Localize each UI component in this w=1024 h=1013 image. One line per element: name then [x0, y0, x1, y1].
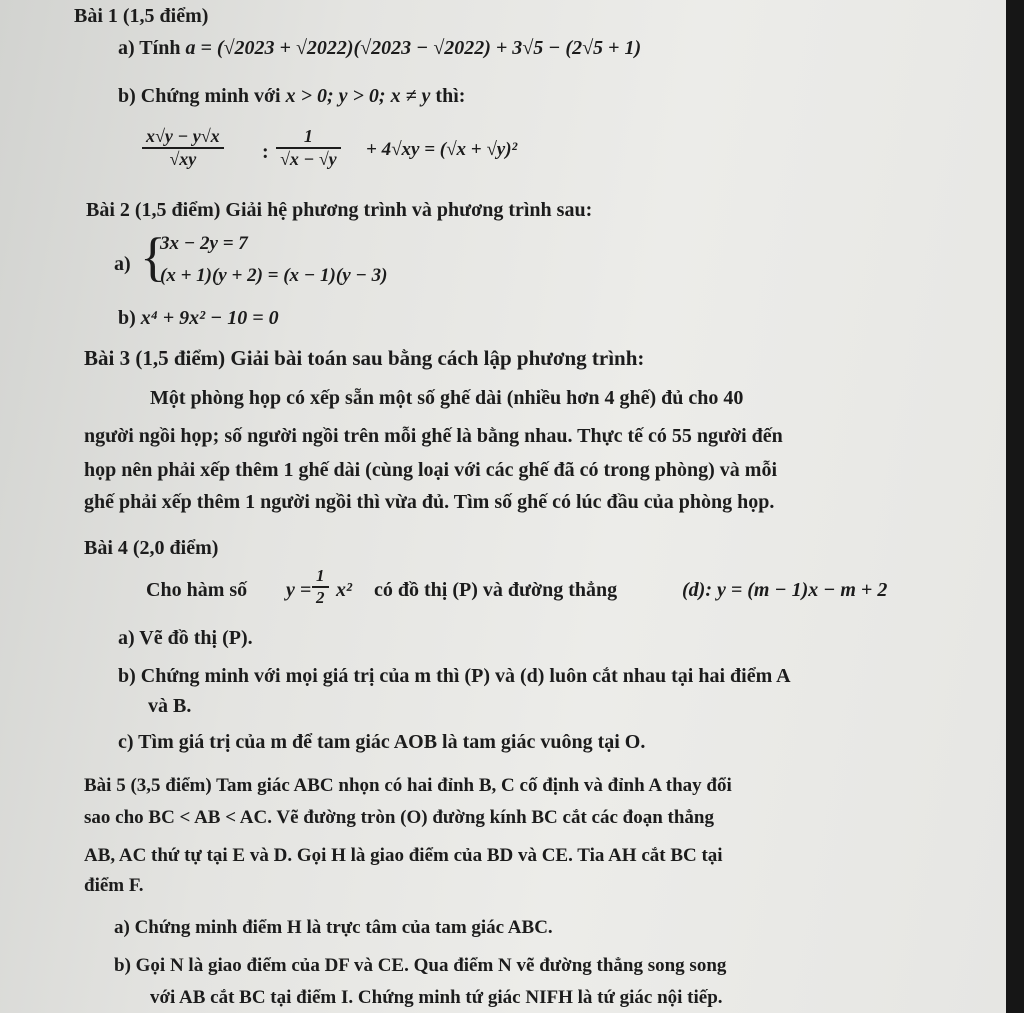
- system-brace: {: [140, 227, 166, 287]
- bai1-b-fraction-1: [142, 126, 224, 170]
- bai4-function-fraction-denominator: 2: [316, 588, 325, 607]
- bai1-b-fraction-2-numerator: 1: [276, 126, 341, 149]
- bai5-part-a: a) Chứng minh điểm H là trực tâm của tam giác ABC.: [114, 917, 553, 938]
- bai5-line-1-start: sao cho: [84, 807, 144, 828]
- bai4-function-fraction: [312, 566, 329, 608]
- bai1-b-label: b) Chứng minh với: [118, 85, 281, 107]
- bai1-b-fraction-2-denominator: √x − √y: [280, 149, 337, 169]
- bai3-line-1: Một phòng họp có xếp sẵn một số ghế dài (nhiều hơn 4 ghế) đủ cho 40: [150, 387, 744, 409]
- bai2-a-equation-1: 3x − 2y = 7: [160, 233, 248, 254]
- bai5-heading: Bài 5 (3,5 điểm) Tam giác ABC nhọn có hai đỉnh B, C cố định và đỉnh A thay đổi: [84, 775, 732, 796]
- dark-background-edge: [1006, 0, 1024, 1013]
- bai1-b-division: :: [262, 141, 269, 163]
- bai2-b-label: b): [118, 307, 136, 329]
- bai4-function-rhs: x²: [336, 579, 352, 601]
- bai1-b-condition: x > 0; y > 0; x ≠ y: [285, 85, 431, 107]
- bai1-b-fraction-1-denominator: √xy: [169, 149, 197, 169]
- bai1-a-expression: a = (√2023 + √2022)(√2023 − √2022) + 3√5 − (2√5 + 1): [185, 37, 642, 59]
- bai1-b-fraction-2: [276, 126, 341, 170]
- bai2-b: [118, 306, 279, 330]
- bai4-part-a: a) Vẽ đồ thị (P).: [118, 627, 253, 649]
- bai1-heading: Bài 1 (1,5 điểm): [74, 5, 209, 27]
- bai4-heading: Bài 4 (2,0 điểm): [84, 537, 219, 559]
- bai4-function-fraction-numerator: 1: [312, 566, 329, 588]
- bai3-line-4: ghế phải xếp thêm 1 người ngồi thì vừa đủ. Tìm số ghế có lúc đầu của phòng họp.: [84, 491, 775, 513]
- bai5-condition: BC < AB < AC.: [148, 807, 272, 828]
- bai3-line-3: họp nên phải xếp thêm 1 ghế dài (cùng loại với các ghế đã có trong phòng) và mỗi: [84, 459, 777, 481]
- bai4-part-c: c) Tìm giá trị của m để tam giác AOB là tam giác vuông tại O.: [118, 731, 646, 753]
- bai2-a-equation-2: (x + 1)(y + 2) = (x − 1)(y − 3): [160, 265, 388, 286]
- bai4-function-lhs: y =: [286, 579, 312, 601]
- bai4-intro-mid: có đồ thị (P) và đường thẳng: [374, 579, 618, 601]
- bai4-part-b-line-2: và B.: [148, 695, 192, 717]
- bai4-part-b-line-1: b) Chứng minh với mọi giá trị của m thì (P) và (d) luôn cắt nhau tại hai điểm A: [118, 665, 791, 687]
- bai1-a-label: a) Tính: [118, 37, 181, 59]
- bai1-b-rest: + 4√xy = (√x + √y)²: [366, 139, 518, 160]
- bai5-part-b-line-1: b) Gọi N là giao điểm của DF và CE. Qua điểm N vẽ đường thẳng song song: [114, 955, 727, 976]
- bai4-intro-text: Cho hàm số: [146, 579, 248, 601]
- bai5-line-2: AB, AC thứ tự tại E và D. Gọi H là giao điểm của BD và CE. Tia AH cắt BC tại: [84, 845, 723, 866]
- bai1-b-then: thì:: [435, 85, 466, 107]
- bai1-b-fraction-1-numerator: x√y − y√x: [142, 126, 224, 149]
- bai2-b-expression: x⁴ + 9x² − 10 = 0: [140, 307, 279, 329]
- bai4-line-equation: (d): y = (m − 1)x − m + 2: [682, 579, 888, 601]
- bai1-a: [118, 36, 641, 60]
- bai2-heading: Bài 2 (1,5 điểm) Giải hệ phương trình và phương trình sau:: [86, 199, 593, 221]
- bai3-heading: Bài 3 (1,5 điểm) Giải bài toán sau bằng cách lập phương trình:: [84, 346, 645, 370]
- bai5-line-1-end: Vẽ đường tròn (O) đường kính BC cắt các đoạn thẳng: [276, 807, 714, 828]
- bai1-b: [118, 84, 465, 108]
- bai5-part-b-line-2: với AB cắt BC tại điểm I. Chứng minh tứ giác NIFH là tứ giác nội tiếp.: [150, 987, 723, 1008]
- bai5-line-3: điểm F.: [84, 875, 144, 896]
- bai5-line-1: [84, 806, 714, 830]
- bai2-a-label: a): [114, 253, 131, 275]
- bai3-line-2: người ngồi họp; số người ngồi trên mỗi ghế là bằng nhau. Thực tế có 55 người đến: [84, 425, 783, 447]
